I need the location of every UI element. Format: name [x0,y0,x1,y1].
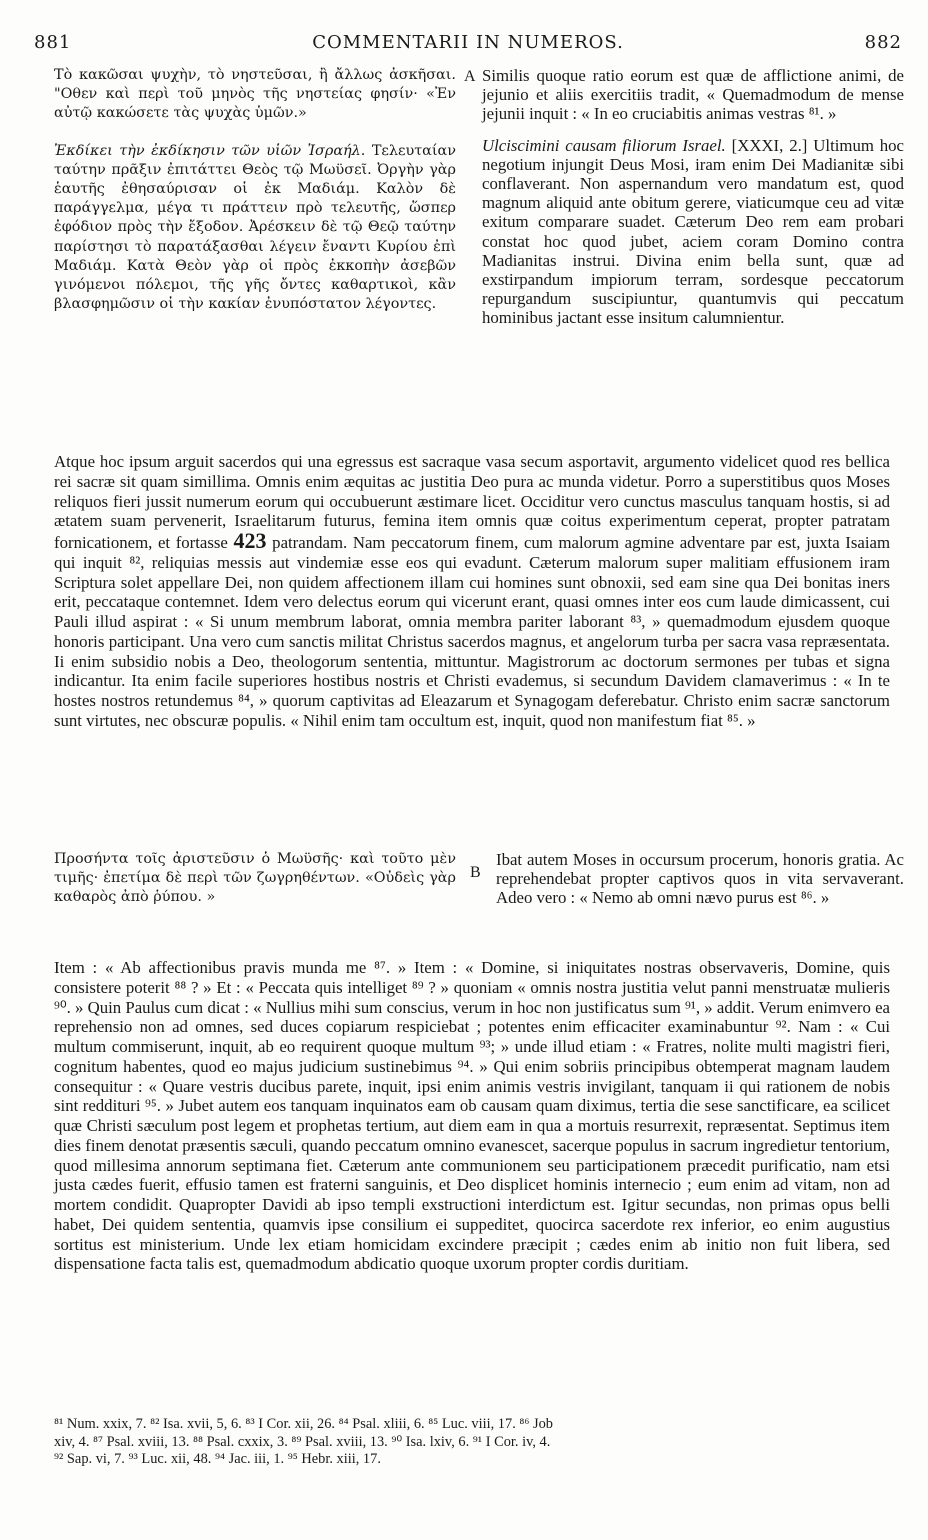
latin-text: Ultimum hoc negotium injungit Deus Mosi, iram enim Dei Madianitæ sibi conflaverant. Non aspernandum vero mandatum est, quod magnum aliquid ante obitum gerere, viaticumque ceu ad vitæ exitum comparare suadet. Cæterum Deo rem eam probari constat hoc quod jubet, aciem coram Domino contra Madianitas instrui. Divina enim bella sunt, quæ ad exstirpandum impiorum terram, sordesque peccatorum repurgandum suscipiuntur, quantumvis qui peccatum hominibus jactant esse insitum calumnientur. [482,135,905,328]
footnote-line: ⁹² Sap. vi, 7. ⁹³ Luc. xii, 48. ⁹⁴ Jac. iii, 1. ⁹⁵ Hebr. xiii, 17. [54,1451,381,1467]
greek-lemma: Ἐκδίκει τὴν ἐκδίκησιν τῶν υἱῶν Ἰσραήλ. [54,142,366,159]
body-paragraph: Item : « Ab affectionibus pravis munda me ⁸⁷. » Item : « Domine, si iniquitates nostras observaveris, Domine, quis consistere poterit ⁸⁸ ? » Et : « Peccata quis intelliget ⁸⁹ ? » quoniam « omnis nostra justitia velut panni menstruatæ mulieris ⁹⁰. » Quin Paulus cum dicat : « Nullius mihi sum conscius, verum in hoc non justificatus sum ⁹¹, » addit. Verum enimvero ea reprehensio non ad omnes, sed duces copiarum respiciebat ; potentes enim efficaciter examinabuntur ⁹². Nam : « Cui multum commiserunt, inquit, ab eo requirent quoque multum ⁹³; » unde illud etiam : « Fratres, nolite multi magistri fieri, cognitum habentes, quod eo majus judicium sustinebimus ⁹⁴. » Qui enim sobriis principibus obtemperat magnam laudem consequitur : « Quare vestris ducibus parete, inquit, ipsi enim animis vestris invigilant, tanquam ii qui rationem de nobis sint reddituri ⁹⁵. » Jubet autem eos tanquam inquinatos eam ob causam quam diximus, tertia die sese sanctificare, ea scilicet quæ Christi sæculum post legem et prophetas tertium, aut diem eam in qua a mortuis resurrexit, repræsentat. Septimus item dies finem denotat præsentis sæculi, quando peccatum omnino evanescet, sacerque populus in sacrum ingredietur tentorium, quod millesima annorum septimana fiet. Cæterum ante communionem seu participationem præcedit purificatio, nam etsi justa cædes fuerit, effusio tamen est fraterni sanguinis, et Deo displicet hominis internecio ; eum enim ad vitam, non ad mortem condidit. Quapropter Davidi ab ipso templi exstructioni interdictum est. Igitur secundas, non primas opus belli habet, Dei quidem sententia, quamvis ipse consilium ei suppeditet, quocirca sacerdote rex inferior, eo enim augustius sortitus est ministerium. Unde lex etiam homicidam excindere præcipit ; cædes enim ab initio non fuit libera, sed dispensatione facta talis est, quemadmodum abdicatio quoque uxorum propter cordis duritiam. [54,958,890,1274]
running-title: COMMENTARII IN NUMEROS. [312,32,624,53]
footnote-line: ⁸¹ Num. xxix, 7. ⁸² Isa. xvii, 5, 6. ⁸³ I Cor. xii, 26. ⁸⁴ Psal. xliii, 6. ⁸⁵ Luc. viii, 17. ⁸⁶ Job [54,1416,554,1432]
scripture-reference: [XXXI, 2.] [731,135,808,155]
column-number: 423 [233,528,267,553]
body-text: Atque hoc ipsum arguit sacerdos qui una egressus est sacraque vasa secum asportavit, argumento videlicet quod res bellica rei sacræ sit quam simillima. Omnis enim æquitas ac justitia Deo pura ac munda videtur. Porro a superstitibus quos Moses reliquos fieri jussit numerum eorum qui occubuerunt æstimare licet. Occiditur vero cunctus masculus tanquam hostis, si ad ætatem suam pervenerit, Israelitarum futurus, femina item omnis quæ coitus experimentum ceperat, propter patratam fornicationem, et fortasse [54,452,890,552]
latin-paragraph: Similis quoque ratio eorum est quæ de afflictione animi, de jejunio et aliis exercitiis tradit, « Quemadmodum de mense jejunii inquit : « In eo cruciabitis animas vestras ⁸¹. » [482,66,904,124]
page-number-left: 881 [34,32,72,53]
greek-paragraph: Τὸ κακῶσαι ψυχὴν, τὸ νηστεῦσαι, ἢ ἄλλως ἀσκῆσαι. "Οθεν καὶ περὶ τοῦ μηνὸς τῆς νηστείας φησίν· «Ἐν αὐτῷ κακώσετε τὰς ψυχὰς ὑμῶν.» [54,67,456,122]
margin-marker-a: A [464,68,476,85]
greek-column-2 [54,850,456,908]
full-width-text-2 [54,958,890,1274]
latin-paragraph: Ibat autem Moses in occursum procerum, honoris gratia. Ac reprehendebat propter captivos quos in vita servaverant. Adeo vero : « Nemo ab omni nævo purus est ⁸⁶. » [496,850,904,908]
body-paragraph [54,452,890,731]
latin-paragraph [482,136,904,328]
page-header [34,32,902,60]
greek-paragraph [54,142,456,315]
footnotes [54,1416,890,1469]
margin-marker-b: B [470,864,481,881]
page-number-right: 882 [864,32,902,53]
latin-column-2 [496,850,904,908]
full-width-text-1 [54,452,890,731]
greek-text: Τελευταίαν ταύτην πρᾶξιν ἐπιτάττει Θεὸς τῷ Μωϋσεῖ. Ὀργὴν γὰρ ἑαυτῆς ἐθησαύρισαν οἱ ἐκ Μαδιάμ. Καλὸν δὲ παράγγελμα, μέγα τι πράττειν πρὸ τελευτῆς, ὥσπερ ἐφόδιον πρὸς τὴν ἔξοδον. Ἀρέσκειν δὲ τῷ Θεῷ ταύτην παρίστησι τὸ παρατάξασθαι λέγειν ἔναντι Κυρίου ἐπὶ Μαδιάμ. Κατὰ Θεὸν γὰρ οἱ πρὸς ἐκκοπὴν ἀσεβῶν γινόμενοι πόλεμοι, τῆς γῆς ὄντες καθαρτικοὶ, κἂν βλασφημῶσιν οἱ τὴν κακίαν ἐνυπόστατον λέγοντες. [54,142,456,313]
latin-lemma: Ulciscimini causam filiorum Israel. [482,135,726,155]
greek-column-1 [54,66,456,314]
latin-column-1 [482,66,904,328]
greek-paragraph: Προσήντα τοῖς ἀριστεῦσιν ὁ Μωϋσῆς· καὶ τοῦτο μὲν τιμῆς· ἐπετίμα δὲ περὶ τῶν ζωγρηθέντων. «Οὐδεὶς γὰρ καθαρὸς ἀπὸ ῥύπου. » [54,851,456,906]
body-text: patrandam. Nam peccatorum finem, cum malorum agmine adventare par est, juxta Isaiam qui inquit ⁸², reliquias messis aut vindemiæ esse eos qui evadunt. Cæterum malorum super malitiam effusionem iram Scriptura solet appellare Dei, non quidem affectionem illam cui homines sunt obnoxii, sed eam sine qua Dei bonitas iners erit, peccataque contemnet. Idem vero delectus eorum qui vicerunt erant, quasi omnes inter eos cum laude dimicassent, cui Pauli illud aspirat : « Si unum membrum laborat, omnia membra pariter laborant ⁸³, » quemadmodum ejusdem quoque honoris participant. Una vero cum sanctis militat Christus sacerdos magnus, et angelorum turba per sacra vasa repræsentata. Ii enim subsidio nobis a Deo, theologorum sententia, mittuntur. Magistrorum ac doctorum sermones per tubas et signa indicantur. Ita enim facile superiores hostibus nostris et Christi evademus, si secundum Davidem clamaverimus : « In te hostes nostros retundemus ⁸⁴, » quorum captivitas ad Eleazarum et Synagogam deferebatur. Christo enim sacræ sanctorum sunt virtutes, nec obscuræ populis. « Nihil enim tam occultum est, inquit, quod non manifestum fiat ⁸⁵. » [54,533,891,730]
footnote-line: xiv, 4. ⁸⁷ Psal. xviii, 13. ⁸⁸ Psal. cxxix, 3. ⁸⁹ Psal. xviii, 13. ⁹⁰ Isa. lxiv, 6. ⁹¹ I Cor. iv, 4. [54,1433,551,1450]
